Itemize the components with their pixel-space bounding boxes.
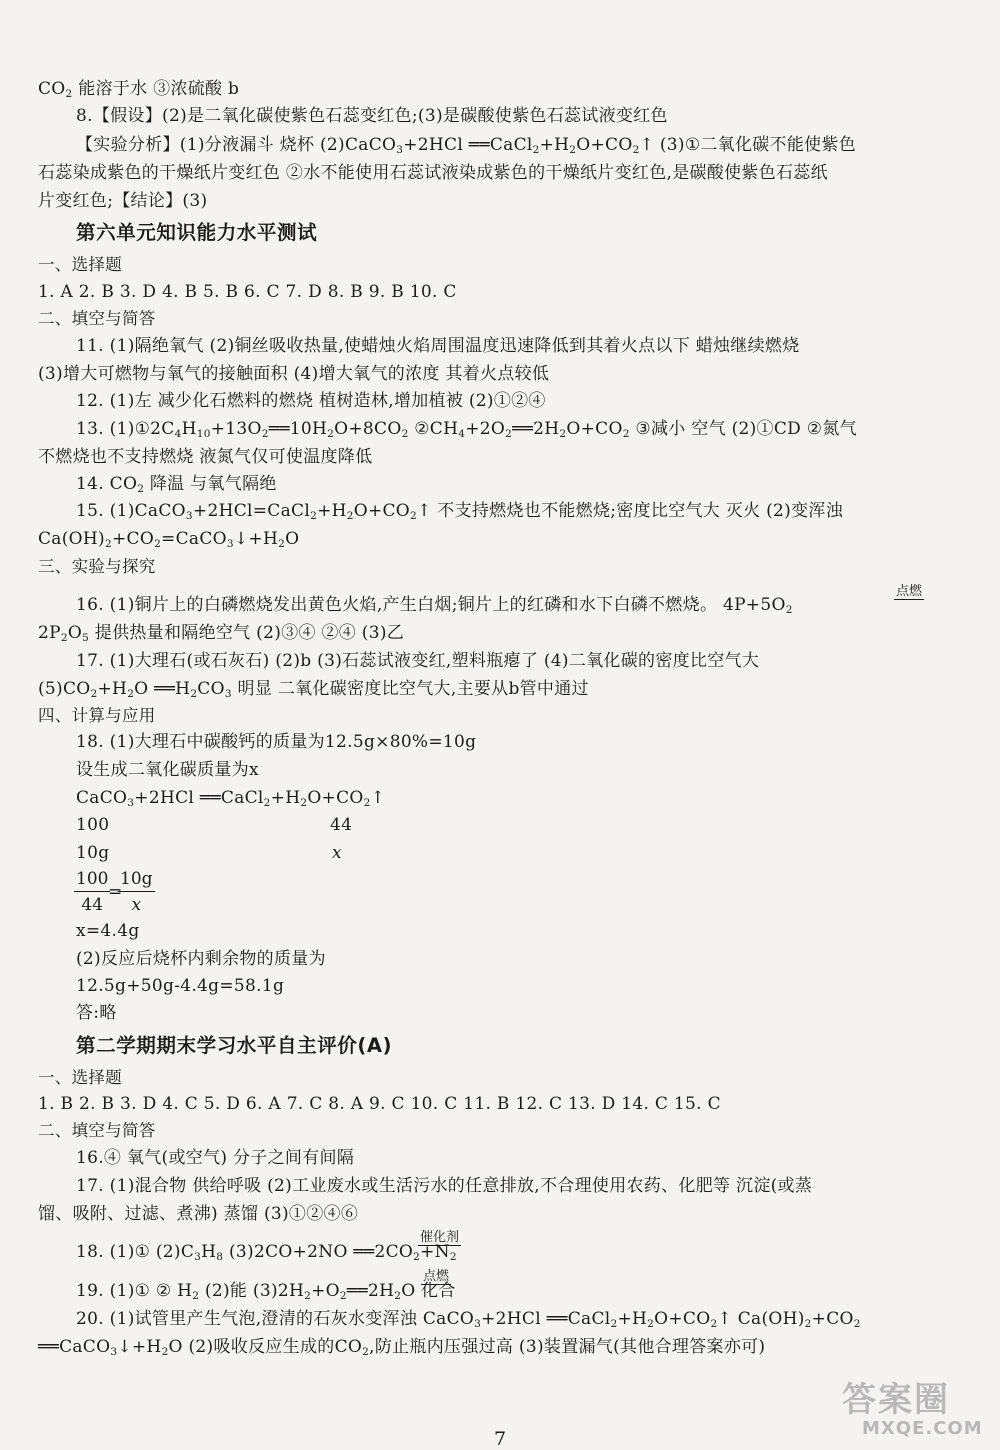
answer-line: 17. (1)大理石(或石灰石) (2)b (3)石蕊试液变红,塑料瓶瘪了 (4)二氧化碳的密度比空气大 (76, 651, 760, 671)
watermark-url: MXQE.COM (862, 1418, 983, 1439)
answer-line: 12.5g+50g-4.4g=58.1g (76, 976, 285, 996)
subsection-heading: 三、实验与探究 (38, 557, 156, 576)
answer-line: 14. $CO_2$ 降温 与氧气隔绝 (76, 474, 277, 495)
watermark-logo (842, 1372, 992, 1440)
answer-line: 15. $(1)CaCO_3+2HCl=CaCl_2+H_2O+CO_2↑$ 不支持燃烧也不能燃烧;密度比空气大 灭火 (2)变浑浊 (76, 501, 843, 522)
answer-line: $CO_2$ 能溶于水 ③浓硫酸 b (38, 79, 240, 100)
answer-line: 设生成二氧化碳质量为x (76, 760, 259, 780)
subsection-heading: 一、选择题 (38, 1068, 122, 1087)
ratio-value: x (332, 843, 342, 863)
answer-line: 16.④ 氧气(或空气) 分子之间有间隔 (76, 1148, 355, 1168)
choice-answers: 1. B 2. B 3. D 4. C 5. D 6. A 7. C 8. A 9. C 10. C 11. B 12. C 13. D 14. C 15. C (38, 1094, 721, 1114)
answer-line: 11. (1)隔绝氧气 (2)铜丝吸收热量,使蜡烛火焰周围温度迅速降低到其着火点以下 蜡烛继续燃烧 (76, 336, 800, 356)
fraction-denominator: 44 (81, 895, 104, 915)
choice-answers: 1. A 2. B 3. D 4. B 5. B 6. C 7. D 8. B 9. B 10. C (38, 282, 457, 302)
reaction-condition: 点燃 (423, 1269, 450, 1284)
answer-line: 12. (1)左 减少化石燃料的燃烧 植树造林,增加植被 (2)①②④ (76, 391, 546, 411)
subsection-heading: 二、填空与简答 (38, 1121, 156, 1140)
page-number: 7 (493, 1428, 507, 1450)
answer-line: $Ca(OH)_2+CO_2=CaCO_3↓+H_2O$ (38, 529, 300, 550)
answer-line: (3)增大可燃物与氧气的接触面积 (4)增大氧气的浓度 其着火点较低 (38, 364, 550, 384)
answer-line: 【实验分析】(1)分液漏斗 烧杯 (2)CaCO$_3$+2HCl $══CaCl_2+H_2O+CO_2↑$ (3)①二氧化碳不能使紫色 (76, 135, 857, 156)
answer-line: 馏、吸附、过滤、煮沸) 蒸馏 (3)①②④⑥ (38, 1204, 359, 1224)
fraction-denominator: x (131, 895, 142, 915)
fraction-numerator: 100 (74, 868, 110, 892)
answer-line: $══CaCO_3↓+H_2O$ (2)吸收反应生成的$CO_2$,防止瓶内压强过高 (3)装置漏气(其他合理答案亦可) (38, 1337, 766, 1358)
answer-line: 片变红色;【结论】(3) (38, 191, 208, 211)
answer-line: (2)反应后烧杯内剩余物的质量为 (76, 949, 326, 969)
fraction-numerator: 10g (118, 868, 155, 892)
answer-line: $2P_2O_5$ 提供热量和隔绝空气 (2)③④ ②④ (3)乙 (38, 623, 405, 644)
answer-line: $(5)CO_2+H_2O$ $══H_2CO_3$ 明显 二氧化碳密度比空气大,主要从b管中通过 (38, 679, 589, 700)
ratio-value: 10g (76, 843, 110, 863)
answer-line: 20. (1)试管里产生气泡,澄清的石灰水变浑浊 CaCO$_3$+2HCl $══CaCl_2+H_2O+CO_2↑$ $Ca(OH)_2+CO_2$ (76, 1309, 861, 1330)
subsection-heading: 一、选择题 (38, 255, 122, 274)
answer-line: x=4.4g (76, 921, 140, 941)
subsection-heading: 四、计算与应用 (38, 706, 156, 725)
answer-line: 答:略 (76, 1003, 117, 1023)
ratio-value: 100 (76, 815, 110, 835)
answer-line: 16. (1)铜片上的白磷燃烧发出黄色火焰,产生白烟;铜片上的红磷和水下白磷不燃烧。 $4P+5O_2$ (76, 595, 793, 616)
fraction (118, 868, 155, 916)
answer-line: 13. $(1)①2C_4H_{10}+13O_2══10H_2O+8CO_2$ $②CH_4+2O_2══2H_2O+CO_2$ ③减小 空气 (2)①CD ②氮气 (76, 419, 857, 440)
subsection-heading: 二、填空与简答 (38, 309, 156, 328)
answer-line: 18. (1)① $(2)C_3H_8$ (3)2CO+2NO $══2CO_2+N_2$ (76, 1242, 457, 1263)
answer-line: 17. (1)混合物 供给呼吸 (2)工业废水或生活污水的任意排放,不合理使用农药、化肥等 沉淀(或蒸 (76, 1176, 813, 1196)
answer-line: 18. (1)大理石中碳酸钙的质量为12.5g×80%=10g (76, 732, 477, 752)
answer-line: 8.【假设】(2)是二氧化碳使紫色石蕊变红色;(3)是碳酸使紫色石蕊试液变红色 (76, 106, 668, 126)
equals-sign: = (108, 882, 123, 902)
answer-line: 19. (1)① ② $H_2$ (2)能 $(3)2H_2+O_2══2H_2O$ 化合 (76, 1281, 456, 1302)
ratio-value: 44 (330, 815, 353, 835)
reaction-condition: 催化剂 (420, 1230, 460, 1245)
reaction-condition: 点燃 (896, 584, 923, 599)
section-title: 第六单元知识能力水平测试 (76, 221, 318, 244)
equation-line: CaCO$_3$+2HCl $══CaCl_2+H_2O+CO_2↑$ (76, 788, 386, 809)
answer-line: 石蕊染成紫色的干燥纸片变红色 ②水不能使用石蕊试液染成紫色的干燥纸片变红色,是碳酸使紫色石蕊纸 (38, 163, 828, 183)
answer-line: 不燃烧也不支持燃烧 液氮气仅可使温度降低 (38, 447, 373, 467)
section-title: 第二学期期末学习水平自主评价(A) (76, 1034, 393, 1057)
watermark-text: 答案圈 (842, 1380, 950, 1420)
fraction (74, 868, 110, 916)
